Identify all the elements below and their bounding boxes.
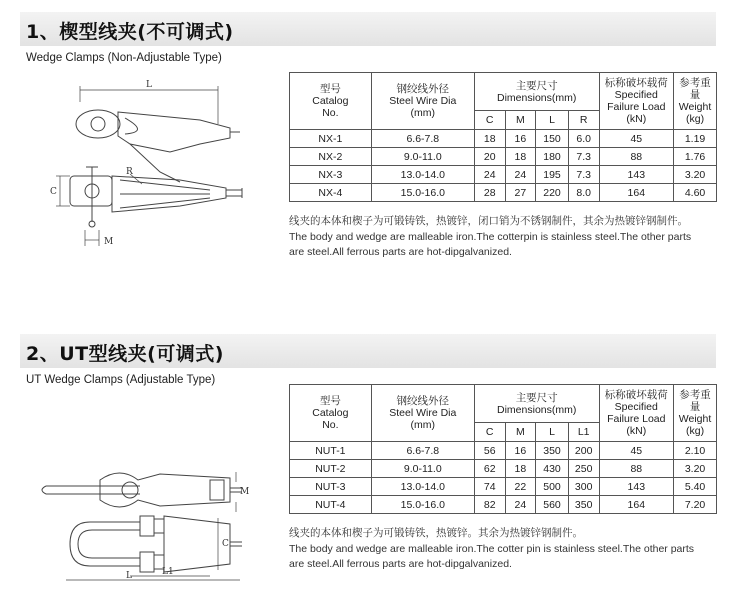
dim-label-R: R: [126, 167, 133, 177]
header-dimensions: 主要尺寸 Dimensions(mm): [474, 73, 599, 111]
section-subtitle: Wedge Clamps (Non-Adjustable Type): [26, 52, 222, 64]
header-dim-col: C: [474, 423, 505, 442]
table-row: NUT-2 9.0-11.0 62 18 430 250 88 3.20: [290, 460, 717, 478]
wedge-clamp-drawing: [30, 72, 250, 262]
material-note: [289, 526, 721, 573]
note-cn: 线夹的本体和楔子为可锻铸铁，热镀锌。其余为热镀锌钢制件。: [289, 527, 583, 539]
table-row: NX-4 15.0-16.0 28 27 220 8.0 164 4.60: [290, 184, 717, 202]
header-dim-col: L: [536, 423, 569, 442]
note-en-line1: The body and wedge are malleable iron.The cotterpin is stainless steel.The other parts: [289, 230, 692, 243]
dim-label-C: C: [50, 187, 57, 197]
header-dimensions: 主要尺寸 Dimensions(mm): [474, 385, 599, 423]
note-en-line2: are steel.All ferrous parts are hot-dipgalvanized.: [289, 246, 512, 258]
table-row: NX-1 6.6-7.8 18 16 150 6.0 45 1.19: [290, 130, 717, 148]
table-row: NX-3 13.0-14.0 24 24 195 7.3 143 3.20: [290, 166, 717, 184]
header-dim-col: M: [505, 423, 536, 442]
section-subtitle: UT Wedge Clamps (Adjustable Type): [26, 374, 216, 386]
header-weight: 参考重量 Weight (kg): [674, 73, 717, 130]
dim-label-L: L: [126, 571, 132, 581]
section-title: 1、楔型线夹(不可调式): [26, 21, 234, 43]
note-cn: 线夹的本体和楔子为可锻铸铁，热镀锌，闭口销为不锈钢制件，其余为热镀锌钢制件。: [289, 215, 688, 227]
dim-label-L1: L1: [162, 567, 174, 577]
spec-table: [289, 384, 717, 514]
table-row: NUT-4 15.0-16.0 82 24 560 350 164 7.20: [290, 496, 717, 514]
header-dim-col: C: [474, 111, 505, 130]
ut-clamp-drawing: [30, 394, 250, 584]
header-weight: 参考重量 Weight (kg): [674, 385, 717, 442]
header-failure-load: 标称破坏载荷 Specified Failure Load (kN): [599, 73, 674, 130]
header-dim-col: R: [568, 111, 599, 130]
dim-label-M: M: [240, 487, 250, 497]
header-catalog: 型号 Catalog No.: [290, 73, 372, 130]
table-row: NX-2 9.0-11.0 20 18 180 7.3 88 1.76: [290, 148, 717, 166]
dim-label-L: L: [146, 80, 152, 90]
material-note: [289, 214, 721, 261]
header-dim-col: L1: [568, 423, 599, 442]
spec-table: [289, 72, 717, 202]
header-steel-wire-dia: 钢绞线外径 Steel Wire Dia (mm): [371, 385, 474, 442]
note-en-line2: are steel.All ferrous parts are hot-dipgalvanized.: [289, 558, 512, 570]
dim-label-C: C: [222, 539, 229, 549]
header-catalog: 型号 Catalog No.: [290, 385, 372, 442]
dim-label-M: M: [104, 237, 114, 247]
section-title: 2、UT型线夹(可调式): [26, 343, 224, 365]
note-en-line1: The body and wedge are malleable iron.The cotter pin is stainless steel.The other parts: [289, 542, 695, 555]
table-row: NUT-3 13.0-14.0 74 22 500 300 143 5.40: [290, 478, 717, 496]
header-failure-load: 标称破坏载荷 Specified Failure Load (kN): [599, 385, 674, 442]
table-row: NUT-1 6.6-7.8 56 16 350 200 45 2.10: [290, 442, 717, 460]
header-steel-wire-dia: 钢绞线外径 Steel Wire Dia (mm): [371, 73, 474, 130]
header-dim-col: L: [536, 111, 569, 130]
header-dim-col: M: [505, 111, 536, 130]
